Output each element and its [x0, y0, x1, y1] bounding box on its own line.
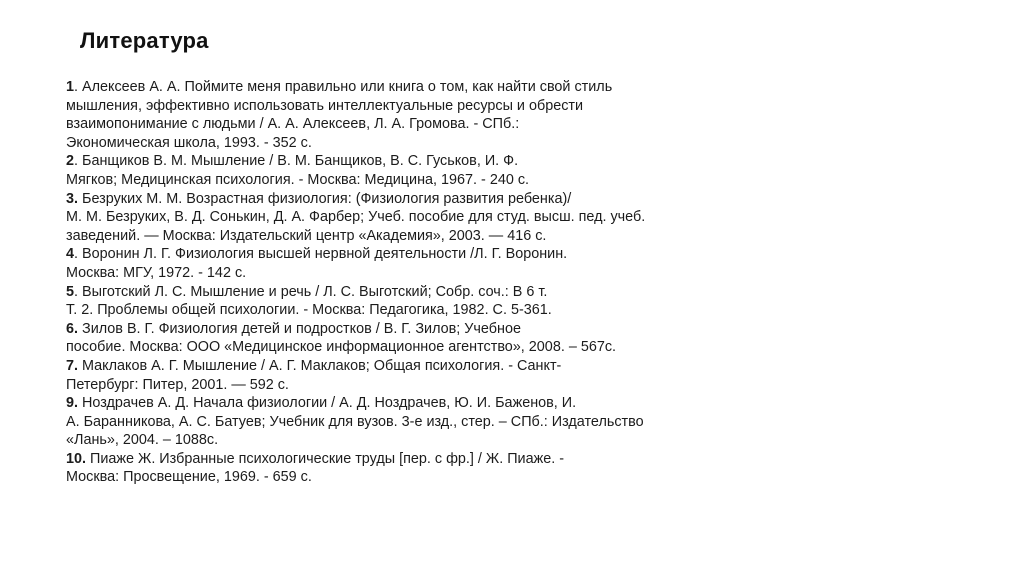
- reference-number: 10.: [66, 450, 87, 467]
- reference-line: [66, 78, 766, 97]
- reference-item-5: [66, 283, 766, 320]
- reference-line: Мягков; Медицинская психология. - Москва: Медицина, 1967. - 240 с.: [66, 171, 530, 188]
- reference-line: Москва: Просвещение, 1969. - 659 с.: [66, 469, 312, 486]
- reference-number: 1: [66, 79, 75, 95]
- reference-text: . Воронин Л. Г. Физиология высшей нервной деятельности /Л. Г. Воронин.: [74, 246, 568, 263]
- reference-item-4: [66, 245, 766, 282]
- reference-line: Экономическая школа, 1993. - 352 с.: [66, 134, 312, 151]
- reference-number: 3.: [66, 190, 79, 207]
- reference-text: . Алексеев А. А. Поймите меня правильно или книга о том, как найти свой стиль: [74, 79, 613, 95]
- reference-line: [66, 394, 766, 413]
- reference-line: «Лань», 2004. – 1088с.: [66, 432, 219, 449]
- reference-text: . Банщиков В. М. Мышление / В. М. Банщиков, В. С. Гуськов, И. Ф.: [74, 153, 519, 170]
- reference-item-3: [66, 190, 766, 246]
- reference-text: Пиаже Ж. Избранные психологические труды [пер. с фр.] / Ж. Пиаже. -: [86, 450, 565, 467]
- reference-line: [66, 190, 766, 209]
- reference-line: мышления, эффективно использовать интеллектуальные ресурсы и обрести: [66, 97, 584, 114]
- reference-line: [66, 320, 766, 339]
- reference-line: А. Баранникова, А. С. Батуев; Учебник для вузов. 3-е изд., стер. – СПб.: Издательство: [66, 413, 644, 430]
- reference-line: взаимопонимание с людьми / А. А. Алексеев, Л. А. Громова. - СПб.:: [66, 116, 520, 133]
- reference-text: Маклаков А. Г. Мышление / А. Г. Маклаков; Общая психология. - Санкт-: [78, 357, 562, 374]
- reference-line: заведений. — Москва: Издательский центр «Академия», 2003. — 416 с.: [66, 227, 547, 244]
- reference-item-9: [66, 394, 766, 450]
- reference-text: Безруких М. М. Возрастная физиология: (Физиология развития ребенка)/: [78, 190, 572, 207]
- reference-item-2: [66, 152, 766, 189]
- reference-line: [66, 152, 766, 171]
- reference-line: [66, 245, 766, 264]
- reference-text: Ноздрачев А. Д. Начала физиологии / А. Д. Ноздрачев, Ю. И. Баженов, И.: [78, 395, 577, 412]
- reference-number: 6.: [66, 320, 79, 337]
- reference-item-7: [66, 357, 766, 394]
- reference-number: 2: [66, 153, 75, 170]
- reference-list: [66, 78, 766, 487]
- reference-number: 4: [66, 246, 75, 263]
- reference-line: М. М. Безруких, В. Д. Сонькин, Д. А. Фарбер; Учеб. пособие для студ. высш. пед. учеб.: [66, 209, 646, 226]
- reference-line: Петербург: Питер, 2001. — 592 с.: [66, 376, 289, 393]
- reference-number: 7.: [66, 357, 79, 374]
- reference-line: Москва: МГУ, 1972. - 142 с.: [66, 264, 247, 281]
- reference-number: 9.: [66, 395, 79, 412]
- reference-line: [66, 450, 766, 469]
- reference-text: . Выготский Л. С. Мышление и речь / Л. С. Выготский; Собр. соч.: В 6 т.: [74, 283, 548, 300]
- reference-line: [66, 283, 766, 302]
- slide-title: Литература: [80, 28, 209, 53]
- reference-item-1: [66, 78, 766, 152]
- reference-item-10: [66, 450, 766, 487]
- reference-text: Зилов В. Г. Физиология детей и подростков / В. Г. Зилов; Учебное: [78, 320, 521, 337]
- reference-item-6: [66, 320, 766, 357]
- reference-line: пособие. Москва: ООО «Медицинское информационное агентство», 2008. – 567с.: [66, 339, 617, 356]
- reference-line: [66, 357, 766, 376]
- reference-line: Т. 2. Проблемы общей психологии. - Москва: Педагогика, 1982. С. 5-361.: [66, 302, 552, 319]
- reference-number: 5: [66, 283, 75, 300]
